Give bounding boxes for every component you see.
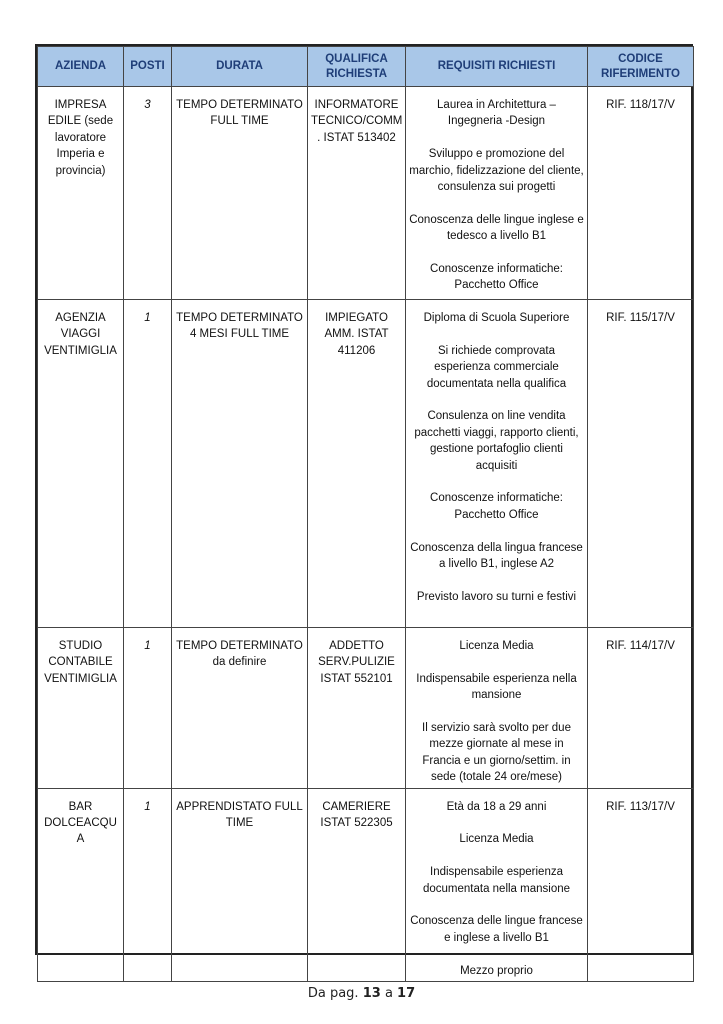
job-offers-table bbox=[37, 46, 694, 982]
table-row bbox=[38, 300, 694, 628]
table-row bbox=[38, 628, 694, 789]
requirement-item: Conoscenza della lingua francese a livello B1, inglese A2 bbox=[410, 541, 583, 571]
cell-codice: RIF. 118/17/V bbox=[588, 87, 694, 300]
cell-posti: 1 bbox=[124, 628, 172, 789]
requirement-item: Il servizio sarà svolto per due mezze giornate al mese in Francia e un giorno/settim. in sede (totale 24 ore/mese) bbox=[422, 722, 571, 784]
table-row bbox=[38, 788, 694, 981]
footer-to-page: 17 bbox=[397, 986, 416, 1001]
requirement-item: Si richiede comprovata esperienza commerciale documentata nella qualifica bbox=[426, 344, 567, 390]
requirement-item: Conoscenze informatiche: Pacchetto Office bbox=[430, 492, 563, 521]
requirement-item: Licenza Media bbox=[459, 640, 534, 652]
cell-requisiti bbox=[406, 300, 588, 628]
cell-codice: RIF. 115/17/V bbox=[588, 300, 694, 628]
footer-mid: a bbox=[384, 986, 393, 1001]
requirement-item: Laurea in Architettura – Ingegneria -Design bbox=[437, 99, 556, 128]
requirement-item: Conoscenze informatiche: Pacchetto Office bbox=[430, 263, 563, 292]
cell-azienda: AGENZIA VIAGGI VENTIMIGLIA bbox=[38, 300, 124, 628]
cell-posti: 3 bbox=[124, 87, 172, 300]
job-offers-sheet bbox=[35, 44, 693, 977]
cell-requisiti bbox=[406, 788, 588, 981]
header-qualifica: QUALIFICA RICHIESTA bbox=[308, 47, 406, 87]
header-azienda: AZIENDA bbox=[38, 47, 124, 87]
cell-qualifica: CAMERIERE ISTAT 522305 bbox=[308, 788, 406, 981]
cell-durata: TEMPO DETERMINATO FULL TIME bbox=[172, 87, 308, 300]
cell-durata: TEMPO DETERMINATO da definire bbox=[172, 628, 308, 789]
requirement-item: Indispensabile esperienza nella mansione bbox=[416, 672, 577, 702]
cell-azienda: BAR DOLCEACQU A bbox=[38, 788, 124, 981]
requirement-item: Indispensabile esperienza documentata nella mansione bbox=[422, 866, 571, 895]
requirement-item: Previsto lavoro su turni e festivi bbox=[416, 590, 577, 603]
requirement-item: Conoscenza delle lingue francese e inglese a livello B1 bbox=[410, 915, 583, 944]
requirement-item: Età da 18 a 29 anni bbox=[446, 800, 547, 813]
footer-from-page: 13 bbox=[362, 986, 381, 1001]
header-codice: CODICE RIFERIMENTO bbox=[588, 47, 694, 87]
cell-qualifica: INFORMATORE TECNICO/COMM . ISTAT 513402 bbox=[308, 87, 406, 300]
cell-codice: RIF. 114/17/V bbox=[588, 628, 694, 789]
requirement-item: Consulenza on line vendita pacchetti viaggi, rapporto clienti, gestione portafoglio clienti acquisiti bbox=[414, 410, 579, 472]
cell-durata: APPRENDISTATO FULL TIME bbox=[172, 788, 308, 981]
table-header-row bbox=[38, 47, 694, 87]
cell-azienda: STUDIO CONTABILE VENTIMIGLIA bbox=[38, 628, 124, 789]
requirement-item: Diploma di Scuola Superiore bbox=[423, 312, 570, 324]
cell-qualifica: IMPIEGATO AMM. ISTAT 411206 bbox=[308, 300, 406, 628]
cell-posti: 1 bbox=[124, 788, 172, 981]
cell-posti: 1 bbox=[124, 300, 172, 628]
cell-azienda: IMPRESA EDILE (sede lavoratore Imperia e provincia) bbox=[38, 87, 124, 300]
requirement-item: Conoscenza delle lingue inglese e tedesco a livello B1 bbox=[409, 213, 584, 243]
requirement-item: Licenza Media bbox=[459, 833, 534, 846]
cell-requisiti bbox=[406, 628, 588, 789]
cell-qualifica: ADDETTO SERV.PULIZIE ISTAT 552101 bbox=[308, 628, 406, 789]
cell-requisiti bbox=[406, 87, 588, 300]
header-posti: POSTI bbox=[124, 47, 172, 87]
header-durata: DURATA bbox=[172, 47, 308, 87]
cell-codice: RIF. 113/17/V bbox=[588, 788, 694, 981]
requirement-item: Sviluppo e promozione del marchio, fidelizzazione del cliente, consulenza sui progetti bbox=[409, 148, 584, 194]
requirement-item: Mezzo proprio bbox=[460, 964, 533, 977]
table-row bbox=[38, 87, 694, 300]
header-requisiti: REQUISITI RICHIESTI bbox=[406, 47, 588, 87]
footer-prefix: Da pag. bbox=[307, 986, 359, 1001]
page-range-footer bbox=[0, 986, 723, 1001]
cell-durata: TEMPO DETERMINATO 4 MESI FULL TIME bbox=[172, 300, 308, 628]
